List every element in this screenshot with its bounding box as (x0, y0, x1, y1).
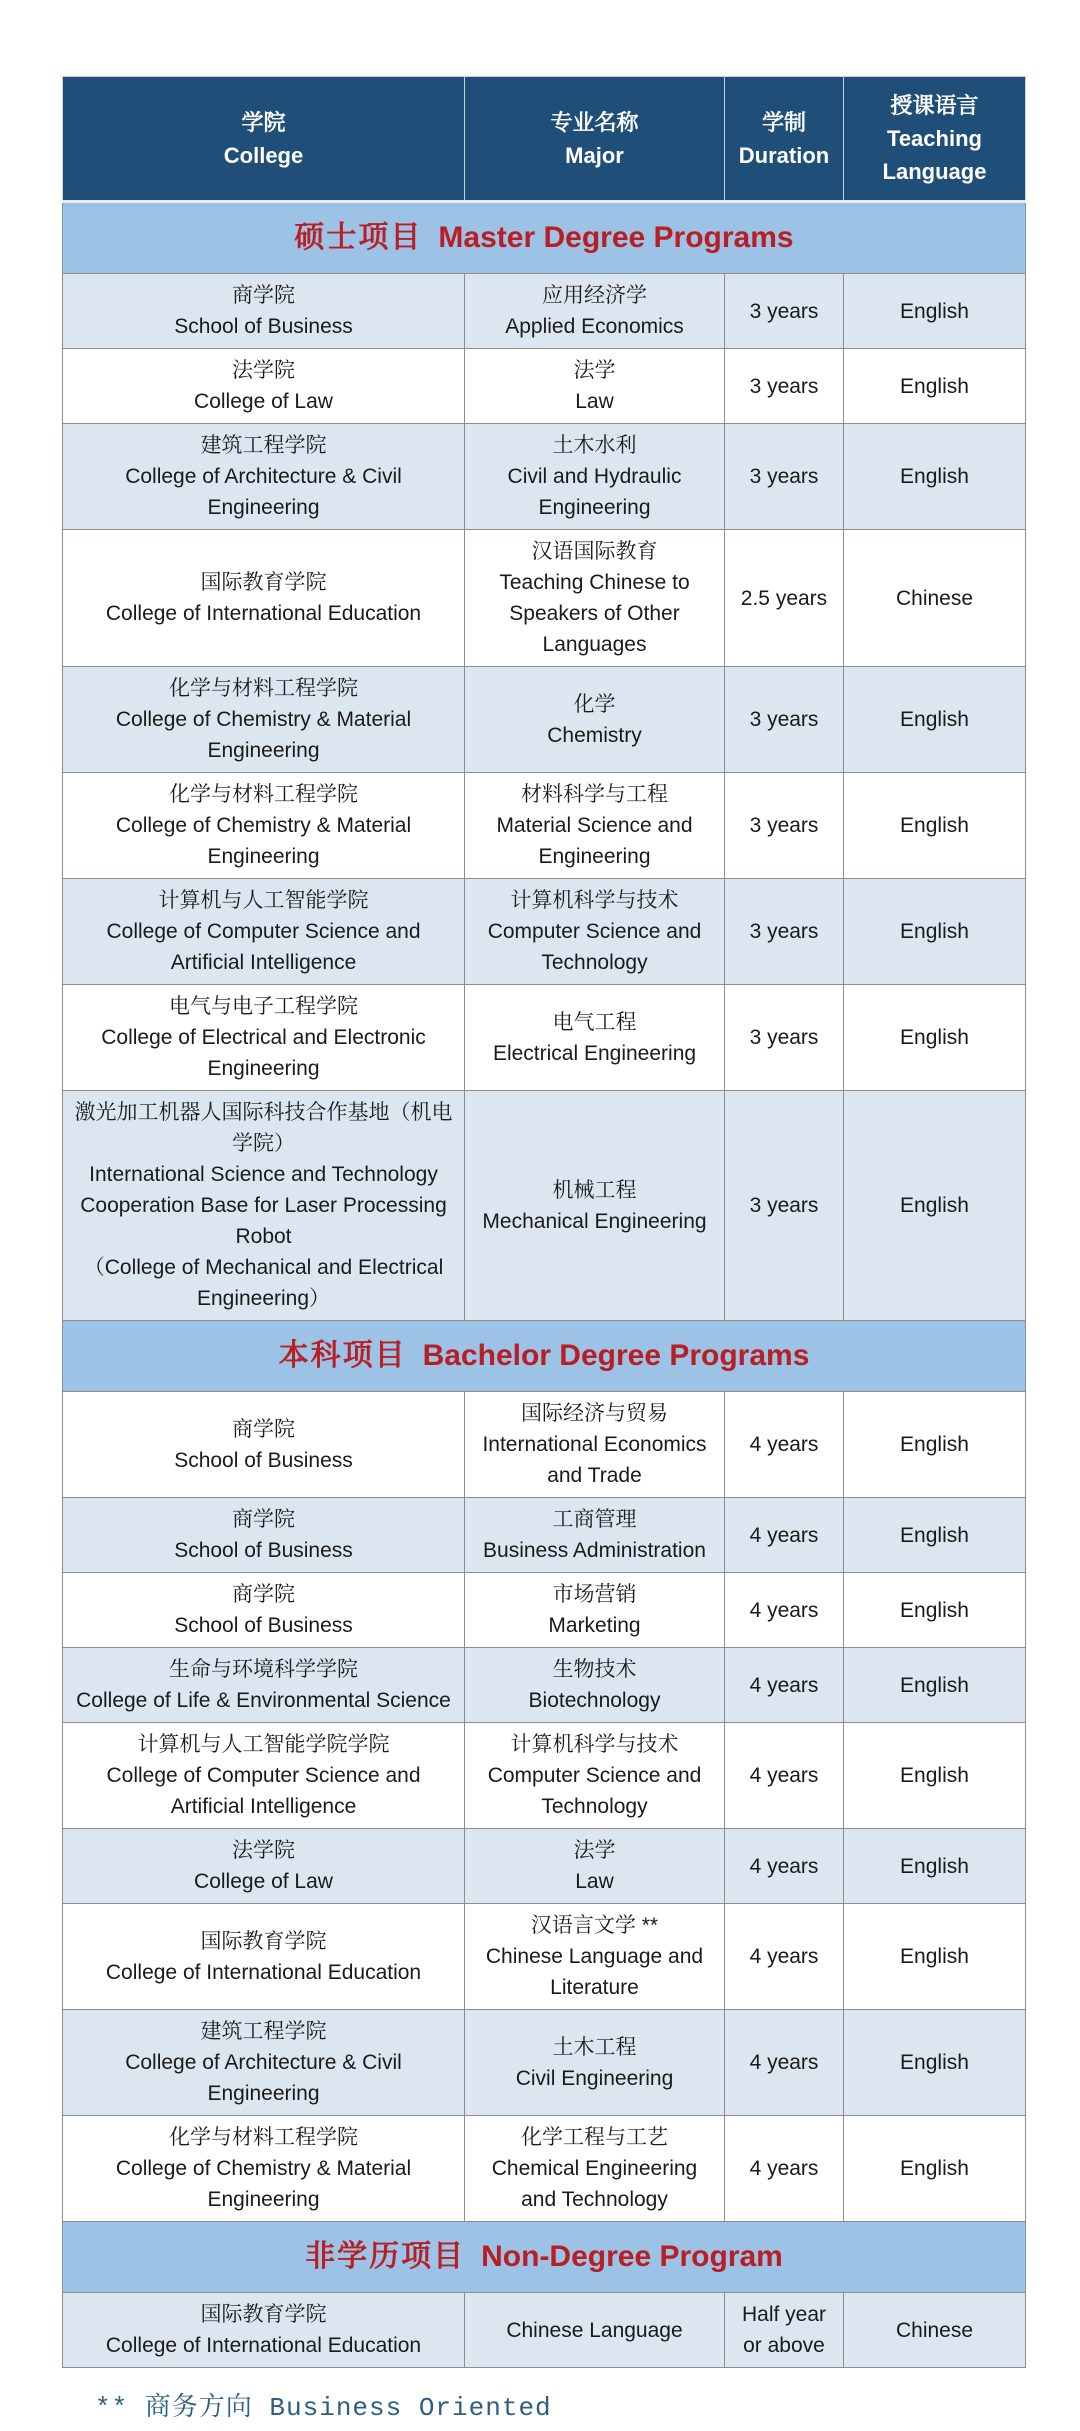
cell-line: 土木水利 (552, 434, 637, 457)
cell-line: 商学院 (232, 1508, 295, 1531)
major-cell (465, 985, 725, 1091)
major-cell (465, 530, 725, 667)
duration-cell: 3 years (725, 1091, 844, 1321)
cell-line: Applied Economics (505, 315, 684, 338)
language-cell: Chinese (844, 2293, 1026, 2368)
language-header (844, 77, 1026, 202)
duration-cell: 4 years (725, 1904, 844, 2010)
cell-line: Biotechnology (528, 1689, 661, 1712)
section-band (63, 1321, 1026, 1392)
language-header-zh: 授课语言 (890, 93, 979, 118)
college-cell (63, 1091, 465, 1321)
language-cell: English (844, 424, 1026, 530)
cell-line: 化学与材料工程学院 (169, 677, 358, 700)
cell-line: 计算机与人工智能学院学院 (137, 1733, 390, 1756)
cell-line: Teaching Chinese to Speakers of Other Languages (499, 571, 690, 656)
cell-line: 化学与材料工程学院 (169, 2126, 358, 2149)
cell-line: 建筑工程学院 (200, 2020, 327, 2043)
cell-line: 商学院 (232, 1583, 295, 1606)
cell-line: 计算机科学与技术 (510, 889, 679, 912)
major-cell (465, 1829, 725, 1904)
cell-line: School of Business (174, 1614, 353, 1637)
table-row (63, 1648, 1026, 1723)
duration-cell: 3 years (725, 349, 844, 424)
cell-line: College of Chemistry & Material Engineering (115, 708, 412, 762)
section-title-en: Non-Degree Program (481, 2240, 783, 2273)
duration-header-en: Duration (738, 142, 830, 168)
college-cell (63, 274, 465, 349)
duration-cell: Half year or above (725, 2293, 844, 2368)
cell-line: 国际教育学院 (200, 1929, 327, 1953)
cell-line: Chemistry (547, 723, 642, 747)
language-header-en: Teaching Language (882, 126, 987, 184)
table-row (63, 349, 1026, 424)
college-cell (63, 2116, 465, 2222)
major-cell (465, 879, 725, 985)
cell-line: 化学与材料工程学院 (169, 783, 358, 806)
duration-cell: 3 years (725, 667, 844, 773)
major-cell (465, 1498, 725, 1573)
cell-line: Civil Engineering (515, 2066, 674, 2090)
college-cell (63, 1904, 465, 2010)
major-cell (465, 2010, 725, 2116)
header-row (63, 77, 1026, 202)
language-cell: English (844, 1498, 1026, 1573)
language-cell: English (844, 1091, 1026, 1321)
college-cell (63, 1648, 465, 1723)
language-cell: English (844, 349, 1026, 424)
duration-header-zh: 学制 (761, 109, 806, 135)
cell-line: College of Chemistry & Material Engineering (115, 814, 412, 868)
language-cell: English (844, 2010, 1026, 2116)
college-cell (63, 985, 465, 1091)
cell-line: College of Law (194, 390, 333, 413)
language-cell: English (844, 667, 1026, 773)
table-row (63, 1392, 1026, 1498)
cell-line: 材料科学与工程 (521, 783, 668, 806)
table-row (63, 2116, 1026, 2222)
college-cell (63, 2293, 465, 2368)
table-row (63, 274, 1026, 349)
table-header (63, 77, 1026, 202)
college-header (63, 77, 465, 202)
cell-line: Law (575, 1870, 614, 1893)
cell-line: School of Business (174, 315, 353, 338)
cell-line: 汉语国际教育 (531, 540, 658, 563)
cell-line: 法学院 (232, 359, 295, 382)
duration-cell: 2.5 years (725, 530, 844, 667)
cell-line: 生物技术 (552, 1658, 637, 1681)
college-header-en: College (223, 142, 304, 168)
language-cell: English (844, 773, 1026, 879)
cell-line: 国际教育学院 (200, 2303, 327, 2326)
language-cell: English (844, 274, 1026, 349)
college-cell (63, 773, 465, 879)
cell-line: College of International Education (105, 602, 422, 625)
cell-line: College of Computer Science and Artificial Intelligence (106, 1764, 421, 1818)
major-cell (465, 1573, 725, 1648)
section-band-cell (63, 202, 1026, 274)
duration-cell: 3 years (725, 424, 844, 530)
cell-line: 法学 (573, 1839, 616, 1862)
language-cell: English (844, 1829, 1026, 1904)
table-row (63, 1829, 1026, 1904)
cell-line: College of Architecture & Civil Engineering (125, 465, 402, 519)
college-cell (63, 2010, 465, 2116)
cell-line: 建筑工程学院 (200, 434, 327, 457)
table-body (63, 202, 1026, 2368)
cell-line: 电气与电子工程学院 (169, 995, 358, 1018)
table-row (63, 530, 1026, 667)
duration-cell: 3 years (725, 274, 844, 349)
duration-cell: 4 years (725, 1392, 844, 1498)
cell-line: College of International Education (105, 1960, 422, 1984)
cell-line: 法学院 (232, 1839, 295, 1862)
cell-line: Computer Science and Technology (487, 1764, 702, 1818)
major-cell (465, 1648, 725, 1723)
section-title-zh: 硕士项目 (294, 221, 423, 254)
college-header-zh: 学院 (241, 109, 286, 135)
section-band-cell (63, 1321, 1026, 1392)
language-cell: English (844, 1573, 1026, 1648)
cell-line: College of Chemistry & Material Engineering (115, 2157, 412, 2211)
major-header-zh: 专业名称 (550, 109, 639, 135)
cell-line: School of Business (174, 1539, 353, 1562)
duration-cell: 4 years (725, 1648, 844, 1723)
cell-line: 计算机与人工智能学院 (158, 889, 369, 912)
duration-cell: 4 years (725, 1829, 844, 1904)
table-row (63, 1904, 1026, 2010)
section-band (63, 2222, 1026, 2293)
duration-cell: 4 years (725, 1723, 844, 1829)
duration-header (725, 77, 844, 202)
major-cell (465, 1091, 725, 1321)
cell-line: Civil and Hydraulic Engineering (507, 465, 682, 519)
cell-line: Business Administration (483, 1539, 706, 1562)
cell-line: 化学工程与工艺 (521, 2126, 668, 2149)
table-row (63, 985, 1026, 1091)
table-row (63, 667, 1026, 773)
cell-line: Law (575, 390, 614, 413)
college-cell (63, 1392, 465, 1498)
major-cell (465, 1723, 725, 1829)
language-cell: English (844, 1723, 1026, 1829)
cell-line: School of Business (174, 1448, 353, 1472)
cell-line: 汉语言文学 ** (530, 1914, 659, 1937)
cell-line: Material Science and Engineering (496, 814, 693, 868)
duration-cell: 3 years (725, 985, 844, 1091)
cell-line: 国际经济与贸易 (521, 1402, 668, 1425)
cell-line: 应用经济学 (542, 284, 647, 307)
language-cell: English (844, 2116, 1026, 2222)
table-row (63, 2010, 1026, 2116)
language-cell: English (844, 985, 1026, 1091)
major-cell (465, 1904, 725, 2010)
language-cell: English (844, 1648, 1026, 1723)
footnote: ** 商务方向 Business Oriented (95, 2393, 552, 2423)
college-cell (63, 1829, 465, 1904)
cell-line: 土木工程 (552, 2035, 637, 2059)
cell-line: Computer Science and Technology (487, 920, 702, 974)
language-cell: Chinese (844, 530, 1026, 667)
cell-line: 化学 (573, 692, 616, 716)
cell-line: 生命与环境科学学院 (169, 1658, 358, 1681)
cell-line: （College of Mechanical and Electrical Engineering） (83, 1256, 444, 1310)
major-header (465, 77, 725, 202)
table-row (63, 1723, 1026, 1829)
cell-line: Chinese Language and Literature (485, 1945, 704, 1999)
cell-line: College of Law (194, 1870, 333, 1893)
cell-line: International Economics and Trade (482, 1433, 707, 1487)
table-row (63, 424, 1026, 530)
duration-cell: 3 years (725, 879, 844, 985)
college-cell (63, 1573, 465, 1648)
cell-line: International Science and Technology Cooperation Base for Laser Processing Robot (80, 1163, 447, 1248)
cell-line: 激光加工机器人国际科技合作基地（机电学院） (74, 1101, 453, 1155)
cell-line: College of Electrical and Electronic Engineering (101, 1026, 426, 1080)
cell-line: 商学院 (232, 284, 295, 307)
table-row (63, 2293, 1026, 2368)
duration-cell: 4 years (725, 2116, 844, 2222)
major-cell (465, 2116, 725, 2222)
college-cell (63, 1723, 465, 1829)
duration-cell: 4 years (725, 2010, 844, 2116)
major-header-en: Major (565, 142, 624, 168)
cell-line: Chemical Engineering and Technology (491, 2157, 698, 2211)
section-band (63, 202, 1026, 274)
major-cell (465, 424, 725, 530)
cell-line: 商学院 (232, 1417, 295, 1441)
major-cell (465, 349, 725, 424)
cell-line: College of Computer Science and Artificial Intelligence (106, 920, 421, 974)
cell-line: College of Life & Environmental Science (76, 1689, 451, 1712)
cell-line: Electrical Engineering (492, 1041, 697, 1065)
language-cell: English (844, 1904, 1026, 2010)
cell-line: 计算机科学与技术 (510, 1733, 679, 1756)
section-title-en: Master Degree Programs (438, 221, 794, 254)
table-row (63, 1091, 1026, 1321)
duration-cell: 4 years (725, 1573, 844, 1648)
college-cell (63, 879, 465, 985)
college-cell (63, 530, 465, 667)
cell-line: 法学 (573, 359, 616, 382)
major-cell (465, 1392, 725, 1498)
cell-line: 电气工程 (552, 1010, 637, 1034)
cell-line: Mechanical Engineering (482, 1209, 707, 1233)
cell-line: 工商管理 (552, 1508, 637, 1531)
table-row (63, 1573, 1026, 1648)
cell-line: 机械工程 (552, 1178, 637, 1202)
cell-line: 市场营销 (552, 1583, 637, 1606)
section-title-zh: 本科项目 (278, 1339, 407, 1372)
table-row (63, 773, 1026, 879)
table-row (63, 879, 1026, 985)
college-cell (63, 424, 465, 530)
cell-line: College of Architecture & Civil Engineering (125, 2051, 402, 2105)
major-cell (465, 2293, 725, 2368)
cell-line: 国际教育学院 (200, 571, 327, 594)
section-title-zh: 非学历项目 (305, 2240, 466, 2273)
cell-line: College of International Education (105, 2334, 422, 2357)
college-cell (63, 1498, 465, 1573)
major-cell (465, 274, 725, 349)
section-band-cell (63, 2222, 1026, 2293)
college-cell (63, 349, 465, 424)
major-cell (465, 773, 725, 879)
section-title-en: Bachelor Degree Programs (422, 1339, 810, 1372)
college-cell (63, 667, 465, 773)
major-cell (465, 667, 725, 773)
language-cell: English (844, 1392, 1026, 1498)
language-cell: English (844, 879, 1026, 985)
cell-line: Chinese Language (506, 2318, 683, 2342)
duration-cell: 4 years (725, 1498, 844, 1573)
duration-cell: 3 years (725, 773, 844, 879)
programs-table (62, 76, 1026, 2368)
table-row (63, 1498, 1026, 1573)
cell-line: Marketing (548, 1614, 641, 1637)
